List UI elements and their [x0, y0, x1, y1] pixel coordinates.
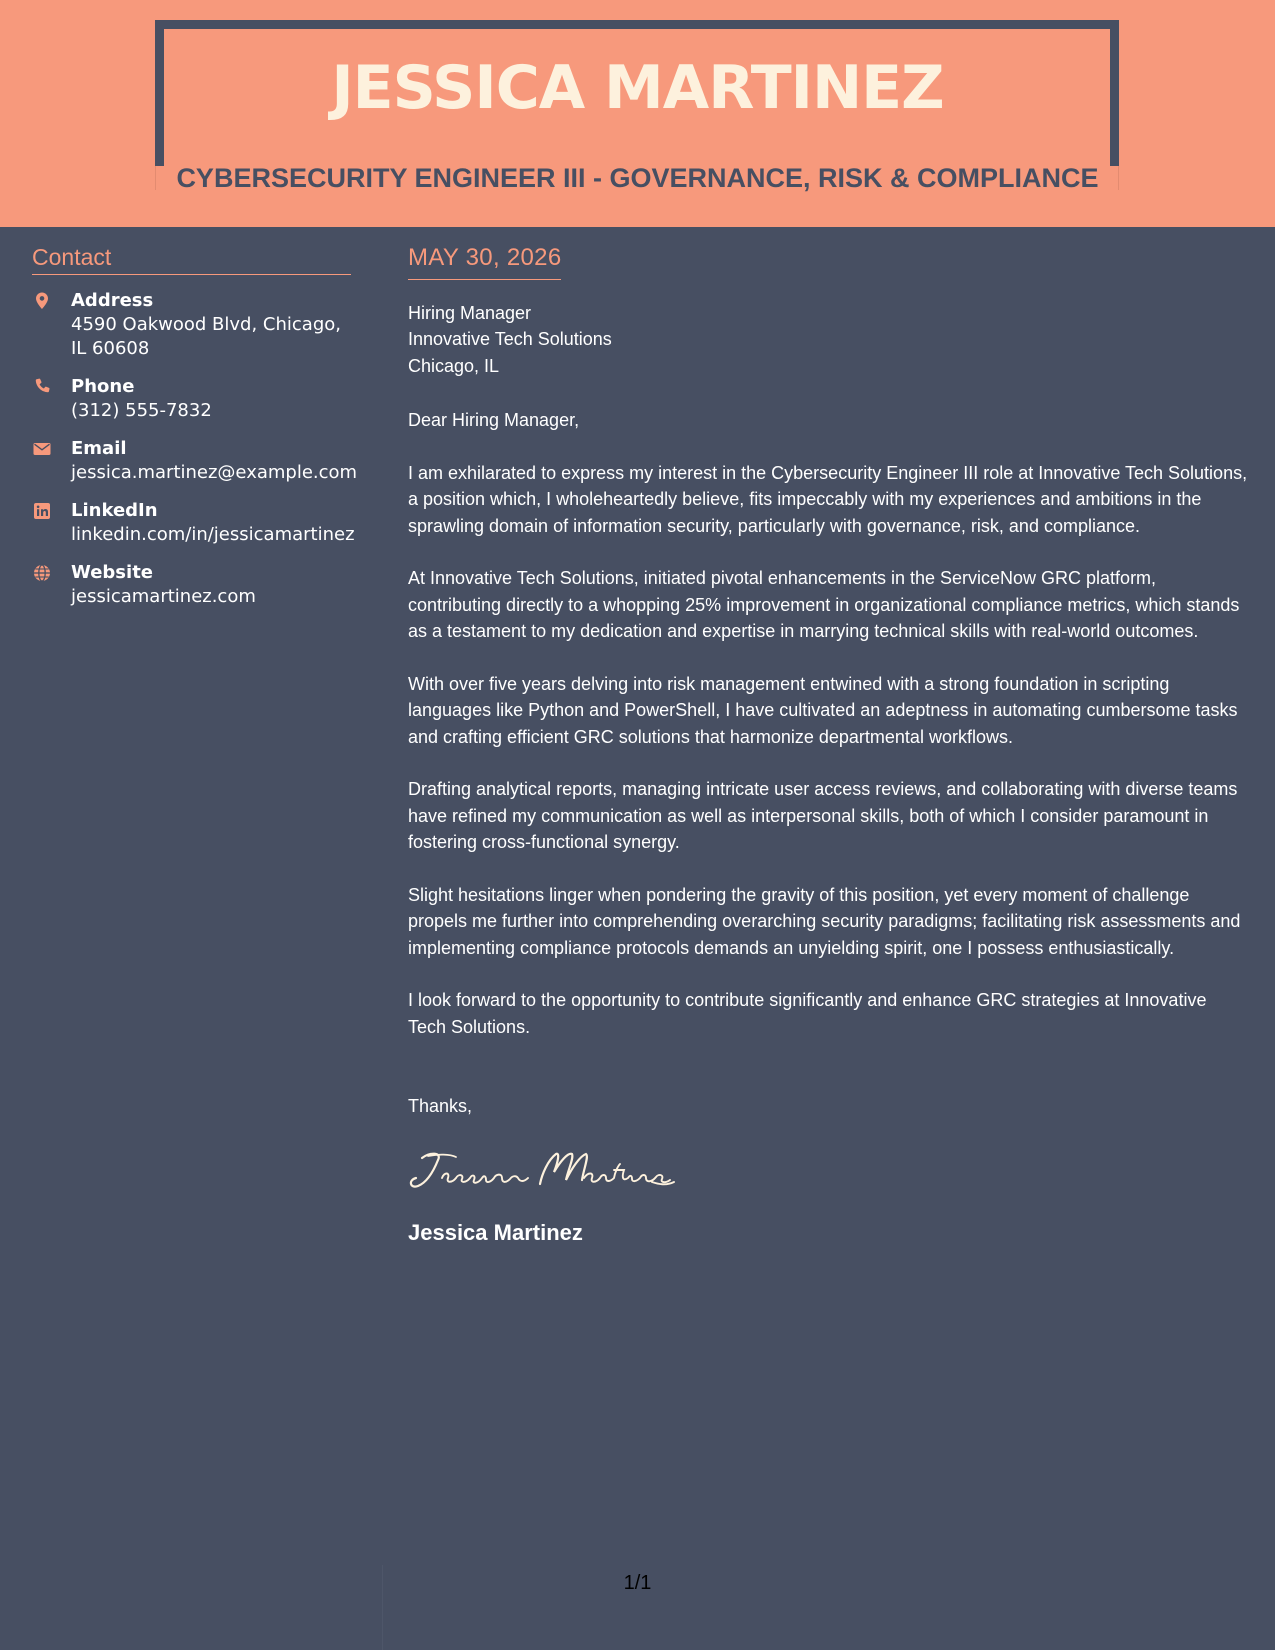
paragraph-4: Drafting analytical reports, managing intricate user access reviews, and collaborating with diverse teams have refined my communication as well as interpersonal skills, both of which I consider paramount in fostering cross-functional synergy. — [408, 779, 1238, 853]
handwritten-signature — [408, 1148, 678, 1192]
phone-value: (312) 555-7832 — [71, 400, 212, 422]
recipient-block — [408, 300, 1248, 380]
signature-name: Jessica Martinez — [408, 1219, 583, 1245]
date-underline — [408, 244, 561, 280]
envelope-icon — [32, 439, 52, 459]
email-label: Email — [71, 438, 127, 460]
linkedin-value[interactable]: linkedin.com/in/jessicamartinez — [71, 524, 355, 546]
contact-sidebar — [32, 244, 358, 609]
recipient-company: Innovative Tech Solutions — [408, 329, 612, 350]
phone-label: Phone — [71, 376, 135, 398]
phone-icon — [32, 377, 52, 397]
globe-icon — [32, 563, 52, 583]
contact-heading: Contact — [32, 244, 351, 275]
email-value[interactable]: jessica.martinez@example.com — [71, 462, 358, 484]
recipient-location: Chicago, IL — [408, 355, 500, 376]
contact-linkedin — [32, 499, 355, 547]
paragraph-6: I look forward to the opportunity to contribute significantly and enhance GRC strategies at Innovative Tech Solutions. — [408, 990, 1207, 1037]
header-banner — [0, 0, 1275, 227]
paragraph-1: I am exhilarated to express my interest in the Cybersecurity Engineer III role at Innovative Tech Solutions, a position which, I wholeheartedly believe, fits impeccably with my experiences and ambitions in the sprawling domain of information security, particularly with governance, risk, and compliance. — [408, 462, 1248, 536]
letter-date: MAY 30, 2026 — [408, 244, 562, 271]
map-pin-icon — [32, 291, 52, 311]
contact-phone — [32, 375, 351, 423]
paragraph-5: Slight hesitations linger when pondering the gravity of this position, yet every moment of challenge propels me further into comprehending overarching security paradigms; facilitating risk assessments and implementing compliance protocols demands an unyielding spirit, one I possess enthusiastically. — [408, 884, 1241, 958]
contact-email — [32, 437, 358, 485]
address-value: 4590 Oakwood Blvd, Chicago, IL 60608 — [71, 314, 341, 360]
job-title: CYBERSECURITY ENGINEER III - GOVERNANCE, RISK & COMPLIANCE — [176, 163, 1099, 193]
website-value[interactable]: jessicamartinez.com — [71, 586, 256, 608]
salutation: Dear Hiring Manager, — [408, 410, 580, 431]
address-label: Address — [71, 290, 154, 312]
recipient-title: Hiring Manager — [408, 302, 532, 323]
candidate-name: JESSICA MARTINEZ — [331, 53, 944, 123]
letter-body — [408, 244, 1248, 1246]
contact-website — [32, 561, 351, 609]
linkedin-icon — [32, 501, 52, 521]
website-label: Website — [71, 562, 154, 584]
page-number: 1/1 — [623, 1572, 652, 1594]
paragraph-3: With over five years delving into risk management entwined with a strong foundation in scripting languages like Python and PowerShell, I have cultivated an adeptness in automating cumbersome tasks and crafting efficient GRC solutions that harmonize departmental workflows. — [408, 673, 1238, 747]
closing: Thanks, — [408, 1096, 473, 1117]
contact-address — [32, 289, 351, 361]
paragraph-2: At Innovative Tech Solutions, initiated pivotal enhancements in the ServiceNow GRC platform, contributing directly to a whopping 25% improvement in organizational compliance metrics, which stands as a testament to my dedication and expertise in marrying technical skills with real-world outcomes. — [408, 568, 1240, 642]
linkedin-label: LinkedIn — [71, 500, 158, 522]
